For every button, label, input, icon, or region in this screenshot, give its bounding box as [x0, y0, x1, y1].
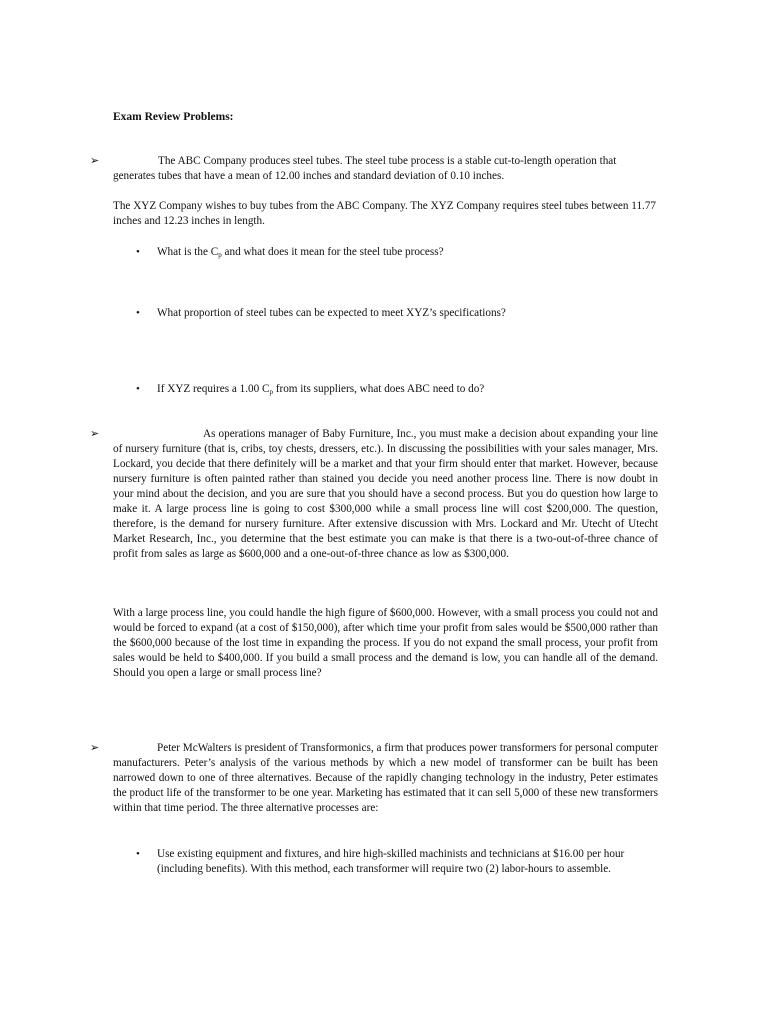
q3-text-start: If XYZ requires a 1.00 C [157, 383, 270, 395]
problem3-intro [113, 741, 658, 816]
q3-subscript: p [269, 388, 273, 396]
problem3-bullet-1: Use existing equipment and fixtures, and hire high-skilled machinists and technicians at $16.00 per hour (including benefits). With this method, each transformer will require two (2) labor-hours to assemble. [157, 848, 625, 875]
problem2-intro [113, 427, 658, 562]
problem1-question-2: What proportion of steel tubes can be expected to meet XYZ’s specifications? [157, 307, 506, 319]
arrow-bullet-icon: ➢ [90, 742, 100, 754]
problem1-intro [113, 154, 658, 184]
problem2-para2: With a large process line, you could handle the high figure of $600,000. However, with a small process you could not and would be forced to expand (at a cost of $150,000), after which time your profit from sales would be $500,000 rather than the $600,000 because of the lost time in expanding the process. If you do not expand the small process, your profit from sales would be held to $400,000. If you build a small process and the demand is low, you can handle all of the demand. Should you open a large or small process line? [113, 607, 658, 679]
problem1-para2: The XYZ Company wishes to buy tubes from the ABC Company. The XYZ Company requires steel tubes between 11.77 inches and 12.23 inches in length. [113, 200, 657, 227]
page-title: Exam Review Problems: [113, 111, 234, 123]
problem3-intro-text: Peter McWalters is president of Transformonics, a firm that produces power transformers for personal computer manufacturers. Peter’s analysis of the various methods by which a new model of transformer can be built has been narrowed down to one of three alternatives. Because of the rapidly changing technology in the industry, Peter estimates the product life of the transformer to be one year. Marketing has estimated that it can sell 5,000 of these new transformers within that time period. The three alternative processes are: [113, 742, 658, 814]
q1-text-start: What is the C [157, 246, 219, 258]
problem1-intro-text: The ABC Company produces steel tubes. The steel tube process is a stable cut-to-length operation that generates tubes that have a mean of 12.00 inches and standard deviation of 0.10 inches. [113, 155, 617, 182]
bullet-icon: • [136, 383, 140, 395]
problem1-question-1 [157, 245, 657, 260]
bullet-icon: • [136, 307, 140, 319]
bullet-icon: • [136, 848, 140, 860]
q3-text-end: from its suppliers, what does ABC need to do? [272, 383, 485, 395]
bullet-icon: • [136, 246, 140, 258]
arrow-bullet-icon: ➢ [90, 428, 100, 440]
problem1-question-3 [157, 382, 657, 397]
q1-subscript: p [218, 251, 222, 259]
arrow-bullet-icon: ➢ [90, 155, 100, 167]
q1-text-end: and what does it mean for the steel tube process? [221, 246, 444, 258]
problem2-intro-text: As operations manager of Baby Furniture, Inc., you must make a decision about expanding your line of nursery furniture (that is, cribs, toy chests, dressers, etc.). In discussing the possibilities with your sales manager, Mrs. Lockard, you decide that there definitely will be a market and that your firm should enter that market. However, because nursery furniture is often painted rather than stained you decide you need another process line. There is now doubt in your mind about the decision, and you are sure that you should have a second process. But you do question how large to make it. A large process line is going to cost $300,000 while a small process line will cost $200,000. The question, therefore, is the demand for nursery furniture. After extensive discussion with Mrs. Lockard and Mr. Utecht of Utecht Market Research, Inc., you determine that the best estimate you can make is that there is a two-out-of-three chance of profit from sales as large as $600,000 and a one-out-of-three chance as low as $300,000. [113, 428, 658, 560]
